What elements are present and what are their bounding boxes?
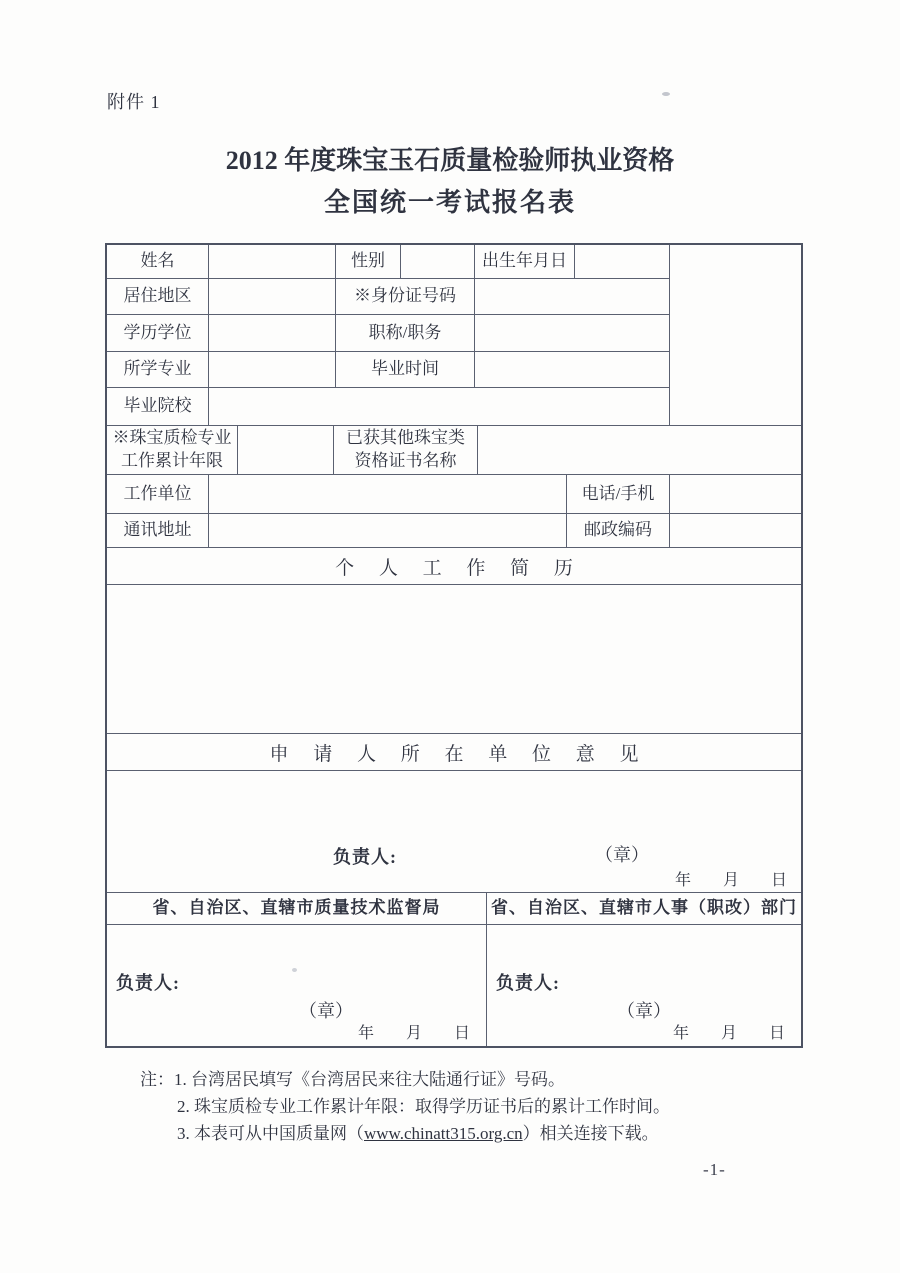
- name-label: 姓名: [107, 245, 209, 278]
- china-quality-net-link[interactable]: www.chinatt315.org.cn: [364, 1124, 523, 1143]
- row-workyears-certs: [107, 426, 801, 475]
- footnote-2: 2. 珠宝质检专业工作累计年限：取得学历证书后的累计工作时间。: [177, 1097, 670, 1116]
- employer-label: 工作单位: [107, 475, 209, 513]
- resume-section-header: 个 人 工 作 简 历: [107, 548, 801, 585]
- jewelry-work-years-label: [107, 426, 238, 474]
- quality-bureau-seal-label: （章）: [299, 1001, 353, 1021]
- personnel-dept-header: 省、自治区、直辖市人事（职改）部门: [491, 898, 797, 918]
- registration-form-table: [105, 243, 803, 1048]
- footnotes: [140, 1066, 670, 1147]
- row-name-gender-birth: [107, 245, 669, 279]
- personnel-dept-responsible-label: 负责人:: [496, 973, 560, 993]
- name-value-cell: [209, 245, 336, 278]
- jewelry-work-years-label-line2: 工作累计年限: [121, 451, 223, 470]
- postal-code-value-cell: [670, 514, 801, 547]
- department-headers-row: [107, 893, 801, 925]
- title-position-label: 职称/职务: [336, 315, 475, 351]
- other-certs-label: [334, 426, 478, 474]
- quality-bureau-date-label: 年 月 日: [357, 1025, 470, 1042]
- personnel-dept-date-label: 年 月 日: [672, 1025, 785, 1042]
- birthdate-label: 出生年月日: [475, 245, 575, 278]
- phone-value-cell: [670, 475, 801, 513]
- mailing-address-value-cell: [209, 514, 567, 547]
- employer-value-cell: [209, 475, 567, 513]
- form-title-line2: 全国统一考试报名表: [323, 188, 576, 217]
- personnel-dept-seal-label: （章）: [617, 1001, 671, 1021]
- opinion-seal-label: （章）: [595, 845, 649, 865]
- postal-code-label: 邮政编码: [567, 514, 670, 547]
- row-employer-phone: [107, 475, 801, 514]
- education-degree-value-cell: [209, 315, 336, 351]
- quality-bureau-responsible-label: 负责人:: [116, 973, 180, 993]
- form-title: [0, 140, 900, 224]
- opinion-area: [107, 771, 801, 893]
- department-signature-row: [107, 925, 801, 1046]
- page-number: -1-: [703, 1160, 726, 1179]
- phone-label: 电话/手机: [567, 475, 670, 513]
- row-education-title: [107, 315, 669, 352]
- id-number-value-cell: [475, 279, 669, 314]
- personnel-dept-signature-area: [487, 925, 801, 1046]
- other-certs-label-line2: 资格证书名称: [354, 451, 457, 470]
- graduation-school-value-cell: [209, 388, 669, 425]
- birthdate-value-cell: [575, 245, 669, 278]
- footnote-1: 注：1. 台湾居民填写《台湾居民来往大陆通行证》号码。: [140, 1070, 565, 1089]
- resume-blank-area: [107, 585, 801, 734]
- quality-bureau-header: 省、自治区、直辖市质量技术监督局: [107, 893, 487, 924]
- graduation-school-label: 毕业院校: [107, 388, 209, 425]
- form-title-line1: 2012 年度珠宝玉石质量检验师执业资格: [225, 146, 675, 175]
- row-major-gradtime: [107, 352, 669, 388]
- id-number-label: ※身份证号码: [336, 279, 475, 314]
- major-value-cell: [209, 352, 336, 387]
- gender-value-cell: [401, 245, 475, 278]
- top-section: [107, 245, 801, 426]
- gender-label: 性别: [336, 245, 401, 278]
- row-residence-id: [107, 279, 669, 315]
- row-address-postal: [107, 514, 801, 548]
- other-certs-label-line1: 已获其他珠宝类: [346, 428, 465, 448]
- scan-speck-artifact: [662, 92, 670, 96]
- mailing-address-label: 通讯地址: [107, 514, 209, 547]
- residence-label: 居住地区: [107, 279, 209, 314]
- quality-bureau-signature-area: [107, 925, 487, 1046]
- graduation-time-label: 毕业时间: [336, 352, 475, 387]
- top-rows: [107, 245, 669, 425]
- residence-value-cell: [209, 279, 336, 314]
- footnote-3: 3. 本表可从中国质量网（www.chinatt315.org.cn）相关连接下载。: [177, 1124, 659, 1143]
- attachment-label: 附件 1: [107, 92, 161, 112]
- education-degree-label: 学历学位: [107, 315, 209, 351]
- footnote-prefix: 注：: [140, 1070, 174, 1089]
- opinion-date-label: 年 月 日: [674, 872, 787, 889]
- graduation-time-value-cell: [475, 352, 669, 387]
- jewelry-work-years-value-cell: [238, 426, 334, 474]
- other-certs-value-cell: [478, 426, 801, 474]
- jewelry-work-years-label-line1: ※珠宝质检专业: [112, 428, 232, 448]
- title-position-value-cell: [475, 315, 669, 351]
- major-label: 所学专业: [107, 352, 209, 387]
- photo-box: [669, 245, 801, 425]
- opinion-section-header: 申 请 人 所 在 单 位 意 见: [107, 734, 801, 771]
- opinion-responsible-label: 负责人:: [333, 847, 397, 867]
- row-gradschool: [107, 388, 669, 425]
